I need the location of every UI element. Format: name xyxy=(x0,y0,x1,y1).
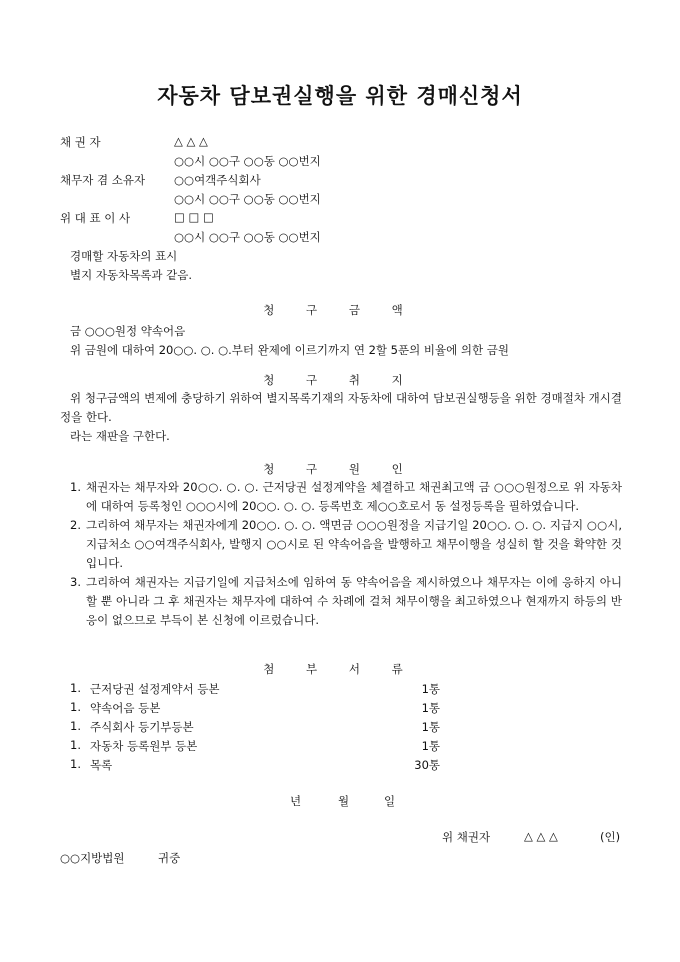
court-name: ○○지방법원 xyxy=(60,851,125,865)
claim-cause-num: 1. xyxy=(70,480,81,494)
attachment-num: 1. xyxy=(70,757,81,771)
claim-cause-list xyxy=(70,478,622,630)
attachment-num: 1. xyxy=(70,700,81,714)
claim-cause-item xyxy=(70,478,622,516)
vehicle-text: 별지 자동차목록과 같음. xyxy=(70,268,193,282)
claim-cause-text: 그리하여 채권자는 지급기일에 지급처소에 임하여 동 약속어음을 제시하였으나 채무자는 이에 응하지 아니할 뿐 아니라 그 후 채권자는 채무자에 대하여 수 차례에 걸쳐 채무이행을 최고하였으나 현재까지 하등의 반응이 없으므로 부득이 본 신청에 이르렀습니다. xyxy=(86,575,622,627)
attachment-count: 30통 xyxy=(414,758,440,772)
attachment-num: 1. xyxy=(70,719,81,733)
date-month: 월 xyxy=(338,794,350,808)
debtor-name: ○○여객주식회사 xyxy=(174,173,261,187)
representative-label: 위 대 표 이 사 xyxy=(60,211,131,225)
claim-purpose-text: 위 청구금액의 변제에 충당하기 위하여 별지목록기재의 자동차에 대하여 담보권실행등을 위한 경매절차 개시결정을 한다. xyxy=(60,391,622,424)
creditor-address: ○○시 ○○구 ○○동 ○○번지 xyxy=(174,154,321,168)
signature-seal: (인) xyxy=(600,830,621,844)
date-year: 년 xyxy=(290,794,302,808)
claim-cause-num: 3. xyxy=(70,575,81,589)
attachment-count: 1통 xyxy=(421,701,440,715)
representative-name: □ □ □ xyxy=(174,210,214,224)
attachment-count: 1통 xyxy=(421,720,440,734)
claim-cause-heading: 청 구 원 인 xyxy=(263,462,417,476)
claim-cause-item xyxy=(70,516,622,573)
claim-amount-line1: 금 ○○○원정 약속어음 xyxy=(70,324,186,338)
attachments-heading: 첨 부 서 류 xyxy=(263,662,417,676)
debtor-address: ○○시 ○○구 ○○동 ○○번지 xyxy=(174,192,321,206)
creditor-name: △ △ △ xyxy=(174,134,208,148)
attachment-name: 약속어음 등본 xyxy=(90,701,161,715)
claim-amount-heading: 청 구 금 액 xyxy=(263,303,417,317)
attachment-count: 1통 xyxy=(421,682,440,696)
attachment-num: 1. xyxy=(70,738,81,752)
creditor-label: 채 권 자 xyxy=(60,135,101,149)
vehicle-heading: 경매할 자동차의 표시 xyxy=(70,249,178,263)
attachment-name: 자동차 등록원부 등본 xyxy=(90,739,198,753)
attachment-num: 1. xyxy=(70,681,81,695)
claim-cause-item xyxy=(70,573,622,630)
date-day: 일 xyxy=(384,794,396,808)
document-title: 자동차 담보권실행을 위한 경매신청서 xyxy=(157,83,523,108)
attachment-name: 근저당권 설정계약서 등본 xyxy=(90,682,220,696)
signature-name: △ △ △ xyxy=(524,829,558,843)
attachment-name: 목록 xyxy=(90,758,113,772)
court-suffix: 귀중 xyxy=(158,851,181,865)
claim-purpose-closing: 라는 재판을 구한다. xyxy=(70,429,170,443)
attachment-name: 주식회사 등기부등본 xyxy=(90,720,194,734)
representative-address: ○○시 ○○구 ○○동 ○○번지 xyxy=(174,230,321,244)
claim-cause-text: 채권자는 채무자와 20○○. ○. ○. 근저당권 설정계약을 체결하고 채권최고액 금 ○○○원정으로 위 자동차에 대하여 등록청인 ○○○시에 20○○. ○. ○. 등록번호 제○○호로서 동 설정등록을 필하였습니다. xyxy=(86,480,622,513)
claim-amount-line2: 위 금원에 대하여 20○○. ○. ○.부터 완제에 이르기까지 연 2할 5푼의 비율에 의한 금원 xyxy=(70,343,509,357)
signature-label: 위 채권자 xyxy=(442,830,491,844)
debtor-label: 채무자 겸 소유자 xyxy=(60,173,146,187)
claim-cause-num: 2. xyxy=(70,518,81,532)
claim-cause-text: 그리하여 채무자는 채권자에게 20○○. ○. ○. 액면금 ○○○원정을 지급기일 20○○. ○. ○. 지급지 ○○시, 지급처소 ○○여객주식회사, 발행지 ○○시로 된 약속어음을 발행하고 채무이행을 성실히 할 것을 확약한 것입니다. xyxy=(86,518,622,570)
attachment-count: 1통 xyxy=(421,739,440,753)
claim-purpose-heading: 청 구 취 지 xyxy=(263,373,417,387)
